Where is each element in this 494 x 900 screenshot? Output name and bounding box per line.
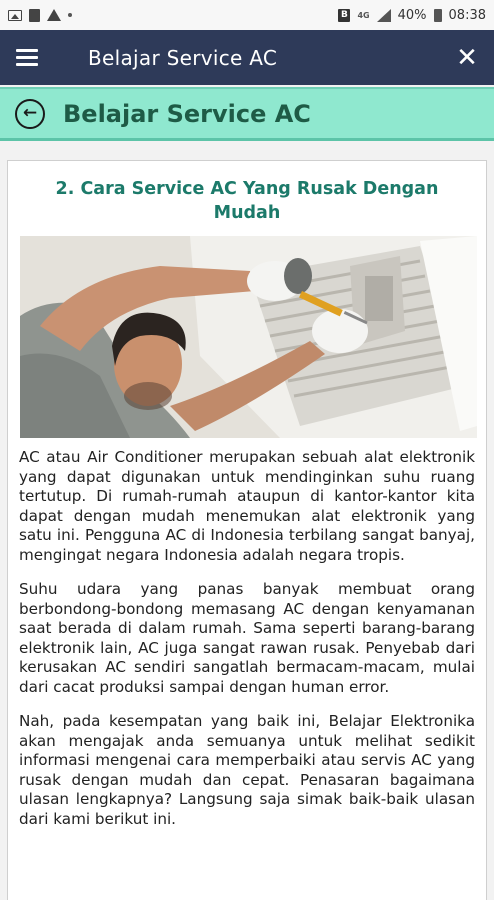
close-button[interactable] (440, 30, 494, 85)
close-icon: ✕ (456, 42, 478, 73)
battery-icon (434, 9, 442, 22)
article-paragraph: Nah, pada kesempatan yang baik ini, Belajar Elektronika akan mengajak anda semuanya untuk melihat sedikit informasi mengenai cara memperbaiki atau servis AC yang rusak dengan mudah dan cepat. Penasaran bagaimana ulasan lengkapnya? Langsung saja simak baik-baik ulasan dari kami berikut ini. (19, 712, 475, 828)
more-notifications-dot-icon (68, 13, 72, 17)
warning-icon (47, 9, 61, 21)
section-header (0, 87, 494, 141)
sd-card-icon (29, 9, 40, 22)
menu-button[interactable] (0, 30, 54, 85)
back-arrow-icon: ← (15, 99, 45, 129)
network-type: 4G (357, 10, 370, 20)
status-bar-left (8, 9, 72, 22)
status-bar (0, 0, 494, 30)
article-paragraph: AC atau Air Conditioner merupakan sebuah alat elektronik yang dapat digunakan untuk mendinginkan suhu ruang tertutup. Di rumah-rumah ataupun di kantor-kantor kita dapat dengan mudah menemukan alat elektronik yang satu ini. Pengguna AC di Indonesia terbilang sangat banyaj, mengingat negara Indonesia adalah negara tropis. (19, 448, 475, 564)
technician-repairing-ac-illustration (20, 236, 477, 438)
section-title: Belajar Service AC (63, 99, 311, 128)
article-card[interactable] (7, 160, 487, 900)
app-bar (0, 30, 494, 85)
battery-percent: 40% (397, 7, 427, 23)
back-button[interactable] (0, 87, 60, 141)
status-bar-right (338, 8, 486, 23)
b-app-icon: B (338, 9, 350, 22)
article-image (20, 236, 477, 438)
hamburger-icon (16, 49, 38, 52)
signal-icon (377, 9, 391, 22)
clock: 08:38 (448, 7, 486, 23)
article-title: 2. Cara Service AC Yang Rusak Dengan Mudah (55, 179, 439, 223)
article-paragraph: Suhu udara yang panas banyak membuat orang berbondong-bondong memasang AC dengan kenyamanan saat berada di dalam rumah. Sama seperti barang-barang elektronik lain, AC juga sangat rawan rusak. Penyebab dari kerusakan AC sendiri sangatlah bermacam-macam, mulai dari cacat produksi sampai dengan human error. (19, 580, 475, 696)
gallery-notification-icon (8, 10, 22, 21)
app-title: Belajar Service AC (88, 45, 278, 70)
